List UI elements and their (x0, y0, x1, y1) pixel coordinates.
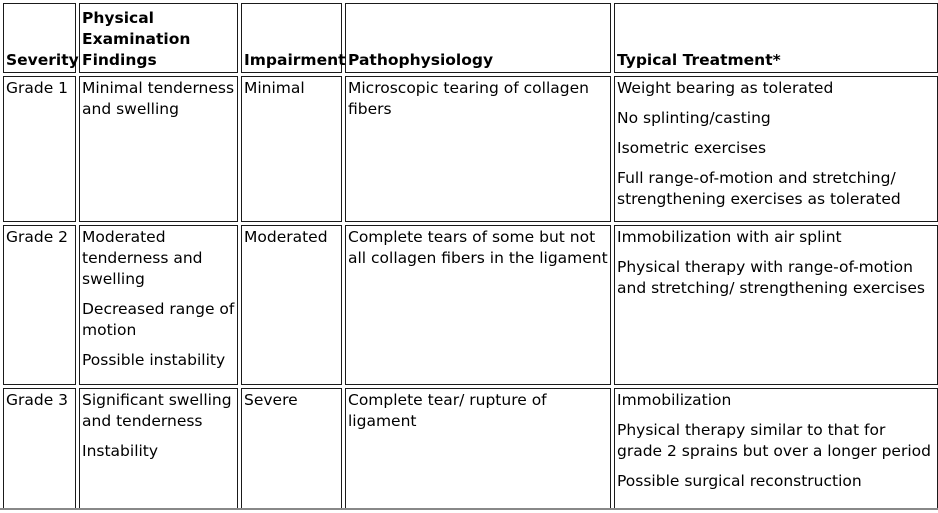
treatment-item: Full range-of-motion and stretching/ strengthening exercises as tolerated (617, 169, 901, 208)
table-row (3, 388, 938, 509)
pathophysiology-cell: Complete tear/ rupture of ligament (345, 388, 611, 509)
severity-cell: Grade 1 (3, 76, 76, 222)
findings-cell (79, 76, 238, 222)
header-findings: Physical Examination Findings (79, 3, 238, 73)
treatment-item: Immobilization with air splint (617, 228, 842, 246)
treatment-item: Possible surgical reconstruction (617, 472, 862, 490)
treatment-item: Weight bearing as tolerated (617, 79, 834, 97)
impairment-cell: Minimal (241, 76, 342, 222)
finding-item: Significant swelling and tenderness (82, 391, 232, 430)
bottom-divider (0, 508, 938, 510)
header-row (3, 3, 938, 73)
severity-cell: Grade 2 (3, 225, 76, 385)
table-row (3, 225, 938, 385)
treatment-item: No splinting/casting (617, 109, 771, 127)
treatment-item: Immobilization (617, 391, 732, 409)
table-row (3, 76, 938, 222)
finding-item: Moderated tenderness and swelling (82, 228, 203, 288)
finding-item: Minimal tenderness and swelling (82, 79, 235, 118)
finding-item: Decreased range of motion (82, 300, 235, 339)
finding-item: Possible instability (82, 351, 226, 369)
treatment-cell (614, 76, 938, 222)
header-impairment: Impairment (241, 3, 342, 73)
pathophysiology-cell: Microscopic tearing of collagen fibers (345, 76, 611, 222)
treatment-cell (614, 225, 938, 385)
treatment-cell (614, 388, 938, 509)
pathophysiology-cell: Complete tears of some but not all collagen fibers in the ligament (345, 225, 611, 385)
finding-item: Instability (82, 442, 159, 460)
header-treatment: Typical Treatment* (614, 3, 938, 73)
header-severity: Severity (3, 3, 76, 73)
treatment-item: Isometric exercises (617, 139, 767, 157)
severity-cell: Grade 3 (3, 388, 76, 509)
header-pathophysiology: Pathophysiology (345, 3, 611, 73)
findings-cell (79, 225, 238, 385)
treatment-item: Physical therapy similar to that for grade 2 sprains but over a longer period (617, 421, 931, 460)
treatment-item: Physical therapy with range-of-motion and stretching/ strengthening exercises (617, 258, 925, 297)
findings-cell (79, 388, 238, 509)
impairment-cell: Moderated (241, 225, 342, 385)
impairment-cell: Severe (241, 388, 342, 509)
